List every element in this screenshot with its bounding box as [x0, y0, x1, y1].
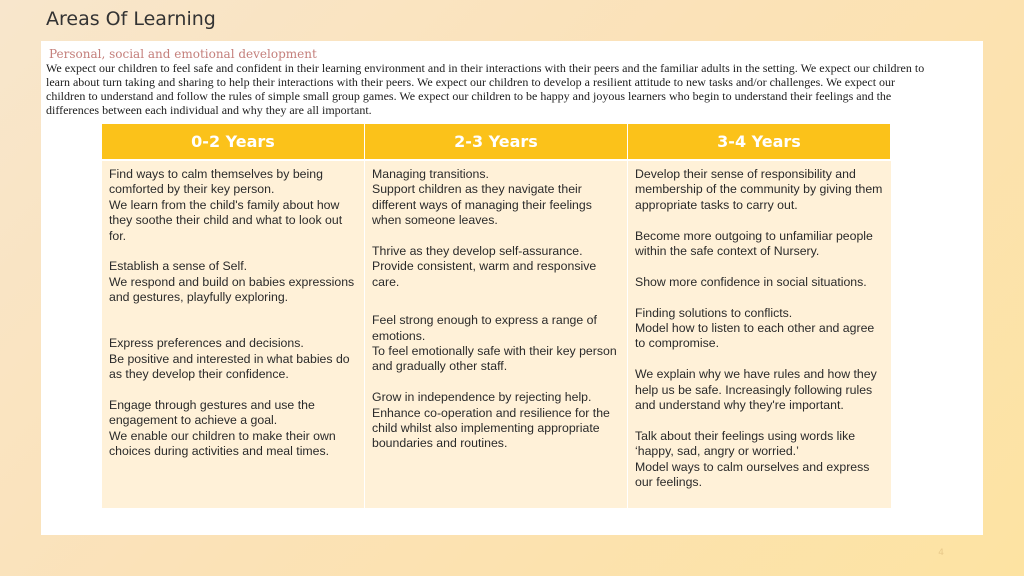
cell-line: Establish a sense of Self.: [109, 259, 248, 274]
cell-line: Engage through gestures and use the engagement to achieve a goal.: [109, 398, 315, 428]
cell-line: Provide consistent, warm and responsive care.: [372, 259, 597, 289]
cell-line: Model ways to calm ourselves and express our feelings.: [635, 459, 870, 490]
table-header-2-3: 2-3 Years: [365, 124, 628, 160]
cell-line: Find ways to calm themselves by being comforted by their key person.: [109, 167, 323, 197]
cell-line: Express preferences and decisions.: [109, 336, 304, 351]
cell-line: Finding solutions to conflicts.: [635, 305, 793, 320]
cell-line: Managing transitions.: [372, 167, 489, 181]
cell-line: Support children as they navigate their different ways of managing their feelings when someone leaves.: [372, 182, 592, 228]
cell-line: We enable our children to make their own choices during activities and meal times.: [109, 428, 336, 459]
age-band-table: [102, 124, 891, 508]
cell-line: Develop their sense of responsibility and membership of the community by giving them appropriate tasks to carry out.: [635, 167, 883, 212]
table-cell-3-4: [628, 160, 891, 508]
cell-line: Show more confidence in social situations.: [635, 274, 867, 289]
table-cell-2-3: [365, 160, 628, 508]
cell-line: Grow in independence by rejecting help.: [372, 390, 592, 405]
page-number: 4: [938, 548, 944, 558]
cell-line: We explain why we have rules and how they help us be safe. Increasingly following rules and understand why they're important.: [635, 367, 877, 413]
cell-line: Be positive and interested in what babies do as they develop their confidence.: [109, 351, 350, 382]
content-panel: [41, 41, 983, 535]
cell-line: We learn from the child's family about how they soothe their child and what to look out for.: [109, 197, 343, 243]
intro-paragraph: We expect our children to feel safe and confident in their learning environment and in their interactions with their peers and the familiar adults in the setting. We expect our children to learn about turn taking and sharing to help their interactions with their peers. We expect our children to develop a resilient attitude to new tasks and/or challenges. We expect our children to understand and follow the rules of simple small group games. We expect our children to be happy and joyous learners who begin to understand their feelings and the differences between each individual and why they are all important.: [46, 61, 925, 117]
table-header-3-4: 3-4 Years: [628, 124, 891, 160]
cell-line: Thrive as they develop self-assurance.: [372, 244, 583, 259]
slide-title: Areas Of Learning: [46, 8, 216, 30]
section-heading: Personal, social and emotional development: [49, 47, 317, 61]
cell-line: Talk about their feelings using words like ‘happy, sad, angry or worried.’: [635, 428, 856, 459]
cell-line: Model how to listen to each other and agree to compromise.: [635, 321, 875, 351]
cell-line: Become more outgoing to unfamiliar people within the safe context of Nursery.: [635, 228, 873, 259]
table-header-0-2: 0-2 Years: [102, 124, 365, 160]
cell-line: Feel strong enough to express a range of emotions.: [372, 313, 597, 343]
table-cell-0-2: [102, 160, 365, 508]
cell-line: To feel emotionally safe with their key person and gradually other staff.: [372, 344, 617, 374]
cell-line: We respond and build on babies expressions and gestures, playfully exploring.: [109, 274, 355, 305]
cell-line: Enhance co-operation and resilience for the child whilst also implementing appropriate boundaries and routines.: [372, 405, 610, 451]
